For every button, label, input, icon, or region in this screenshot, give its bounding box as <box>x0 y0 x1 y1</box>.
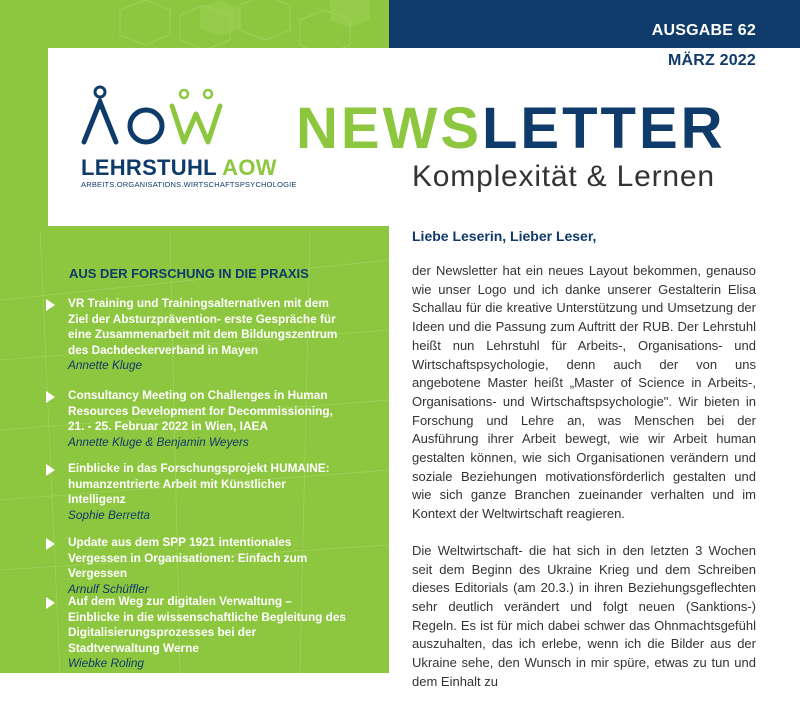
logo-name-main: LEHRSTUHL <box>81 155 217 180</box>
sidebar-section-title: AUS DER FORSCHUNG IN DIE PRAXIS <box>69 266 309 281</box>
logo-subtitle: ARBEITS.ORGANISATIONS.WIRTSCHAFTSPSYCHOLOGIE <box>81 180 297 189</box>
article-author: Annette Kluge <box>68 358 143 372</box>
title-letter: LETTER <box>482 96 726 161</box>
editorial-paragraph: der Newsletter hat ein neues Layout bekommen, genauso wie unser Logo und ich danke unserer Gestalterin Elisa Schallau für die kreative Unterstützung und Umsetzung der Ideen und die Passung zum Auftritt der RUB. Der Lehrstuhl heißt nun Lehrstuhl für Arbeits-, Organisations- und Wirtschaftspsychologie, denn auch der von uns angebotene Master heißt „Master of Science in Arbeits-, Organisations- und Wirtschaftspsychologie". Wir bieten in Forschung und Lehre an, was Menschen bei der Ausführung ihrer Arbeit bewegt, wie wir Arbeit human gestalten können, wie sich Organisationen verändern und soziale Beziehungen motivationsförderlich gestalten und wie sich ganze Branchen zueinander verhalten und im Kontext der Weltwirtschaft reagieren. <box>412 263 756 522</box>
title-news: NEWS <box>296 96 482 161</box>
article-item[interactable] <box>46 594 346 672</box>
play-arrow-icon <box>46 391 55 403</box>
issue-date: MÄRZ 2022 <box>667 52 756 69</box>
article-title[interactable]: Auf dem Weg zur digitalen Verwaltung – Einblicke in die wissenschaftliche Begleitung des Digitalisierungsprozesses bei der Stadtverwaltung Werne <box>68 594 346 655</box>
issue-number: AUSGABE 62 <box>651 22 756 39</box>
play-arrow-icon <box>46 299 55 311</box>
newsletter-subtitle: Komplexität & Lernen <box>412 160 715 193</box>
article-author: Annette Kluge & Benjamin Weyers <box>68 434 249 449</box>
editorial-greeting: Liebe Leserin, Lieber Leser, <box>412 228 597 244</box>
newsletter-title <box>296 96 726 161</box>
article-author: Sophie Berretta <box>68 507 150 522</box>
play-arrow-icon <box>46 597 55 609</box>
article-item[interactable] <box>46 388 346 450</box>
play-arrow-icon <box>46 464 55 476</box>
article-title[interactable]: Update aus dem SPP 1921 intentionales Vergessen in Organisationen: Einfach zum Vergessen <box>68 535 308 580</box>
editorial-body <box>412 262 756 709</box>
article-item[interactable] <box>46 461 346 523</box>
article-title[interactable]: Einblicke in das Forschungsprojekt HUMAINE: humanzentrierte Arbeit mit Künstlicher Intelligenz <box>68 461 330 506</box>
logo-name-accent: AOW <box>222 155 277 180</box>
article-author: Arnulf Schüffler <box>68 581 149 596</box>
article-item[interactable] <box>46 535 346 597</box>
play-arrow-icon <box>46 538 55 550</box>
editorial-paragraph: Die Weltwirtschaft- die hat sich in den letzten 3 Wochen seit dem Beginn des Ukraine Krieg und dem Schreiben dieses Editorials (am 20.3.) in ihren Beziehungsgeflechten sehr deutlich verändert und folgt neuen (Sanktions-) Regeln. Es ist für mich dabei schwer das Ohnmachtsgefühl auszuhalten, das ich erlebe, wenn ich die Bilder aus der Ukraine sehe, den Wunsch in mir spüre, etwas zu tun und dem Einhalt zu <box>412 542 756 689</box>
article-title[interactable]: VR Training und Trainingsalternativen mit dem Ziel der Absturzprävention- erste Gespräche für eine Zusammenarbeit mit dem Bildungszentrum des Dachdeckerverband in Mayen <box>68 296 338 357</box>
article-item[interactable] <box>46 296 346 374</box>
article-author: Wiebke Roling <box>68 656 144 670</box>
logo-name <box>81 155 277 181</box>
article-title[interactable]: Consultancy Meeting on Challenges in Human Resources Development for Decommissioning, 21. - 25. Februar 2022 in Wien, IAEA <box>68 388 333 433</box>
